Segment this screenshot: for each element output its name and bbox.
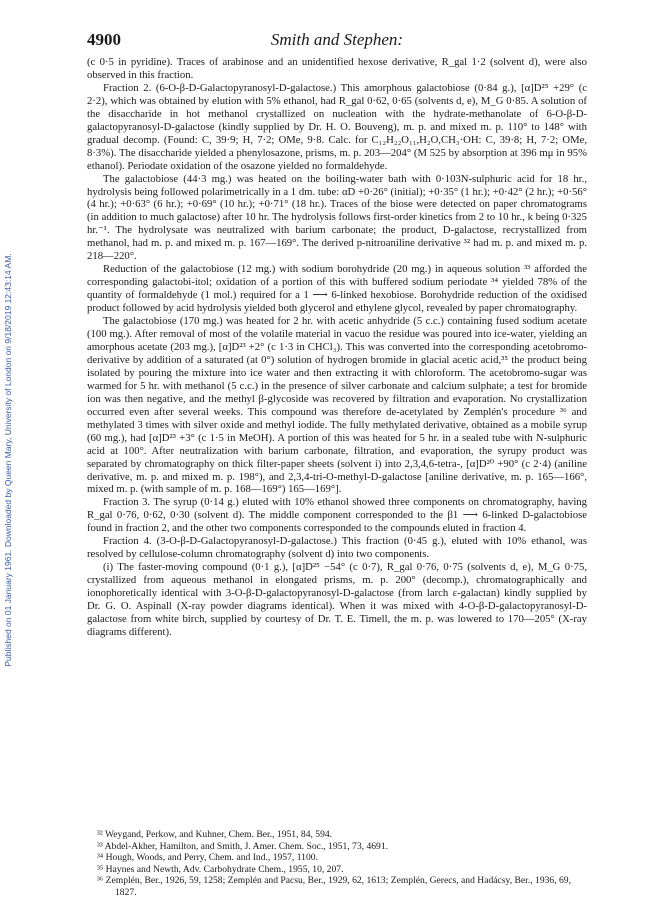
paragraph: The galactobiose (170 mg.) was heated for 2 hr. with acetic anhydride (5 c.c.) containing fused sodium acetate (100 mg.). After removal of most of the volatile material in vacuo the residue was poured into ice-water, yielding an amorphous acetate (203 mg.), [α]D²³ +2° (c 1·3 in CHCl₃). This was converted into the corresponding acetobromo-derivative by addition of a saturated (at 0°) solution of hydrogen bromide in glacial acetic acid,³⁵ the product being isolated by pouring the mixture into ice water and then extracting it with chloroform. The acetobromo-sugar was warmed for 5 hr. with methanol (5 c.c.) in the presence of silver carbonate and calcium sulphate; a test for bromide ion was then negative, and the methyl β-glycoside was recovered by filtration and evaporation. No crystallization occurred even after several weeks. This compound was therefore de-acetylated by Zemplén's procedure ³⁶ and methylated 3 times with silver oxide and methyl iodide. The fully methylated derivative, obtained as a mobile syrup (60 mg.), had [α]D²³ +3° (c 1·5 in MeOH). A portion of this was heated for 5 hr. in a sealed tube with N-sulphuric acid at 100°. After neutralization with barium carbonate, filtration, and evaporation, the syrupy product was separated by chromatography on thick filter-paper sheets (solvent i) into 2,3,4,6-tetra-, [α]D²⁰ +90° (c 2·4) (aniline derivative, m. p. and mixed m. p. 198°), and 2,3,4-tri-O-methyl-D-galactose [aniline derivative, m. p. 165—166°, mixed m. p. (with sample of m. p. 168—169°) 165—169°]. <box>87 315 587 496</box>
download-watermark-text: Published on 01 January 1961. Downloaded by Queen Mary, University of London on 9/18/2019 12:43:14 AM. <box>3 253 13 667</box>
footnote: ³⁴ Hough, Woods, and Perry, Chem. and Ind., 1957, 1100. <box>97 852 318 863</box>
running-title: Smith and Stephen: <box>270 30 404 49</box>
footnote: ³⁵ Haynes and Newth, Adv. Carbohydrate Chem., 1955, 10, 207. <box>97 863 344 875</box>
paragraph: Fraction 2. (6-O-β-D-Galactopyranosyl-D-galactose.) This amorphous galactobiose (0·84 g.), [α]D²⁵ +29° (c 2·2), which was obtained by elution with 5% ethanol, had R_gal 0·62, 0·65 (solvents d, e), M_G 0·85. A solution of the disaccharide in hot methanol crystallized on nucleation with the hydrate-methanolate of 6-O-β-D-galactopyranosyl-D-galactose (kindly supplied by Dr. H. O. Bouveng), m. p. and mixed m. p. 110° to 148° with gradual decomp. (Found: C, 39·9; H, 7·2; OMe, 9·8. Calc. for C₁₂H₂₂O₁₁,H₂O,CH₃·OH: C, 39·8; H, 7·2; OMe, 8·3%). The disaccharide yielded a phenylosazone, prisms, m. p. 203—204° (M 525 by absorption at 396 mμ in 95% ethanol). Periodate oxidation of the osazone yielded no formaldehyde. <box>87 81 587 172</box>
footnote: ³⁶ Zemplén, Ber., 1926, 59, 1258; Zemplén and Pacsu, Ber., 1929, 62, 1613; Zemplén, Gerecs, and Hadácsy, Ber., 1936, 69, 1827. <box>97 875 571 898</box>
paragraph: The galactobiose (44·3 mg.) was heated on the boiling-water bath with 0·103N-sulphuric acid for 18 hr., hydrolysis being followed polarimetrically in a 1 dm. tube: αD +0·26° (initial); +0·35° (1 hr.); +0·42° (2 hr.); +0·56° (4 hr.); +0·63° (6 hr.); +0·69° (10 hr.); +0·71° (18 hr.). Traces of the biose were detected on paper chromatograms (in addition to much galactose) after 10 hr. The hydrolysis follows first-order kinetics from 2 to 10 hr., k being 0·325 hr.⁻¹. The hydrolysate was neutralized with barium carbonate; the product, D-galactose, recrystallized from methanol, had m. p. and mixed m. p. 167—169°. The derived p-nitroaniline derivative ³² had m. p. and mixed m. p. 218—220°. <box>87 172 587 263</box>
page-header <box>87 30 587 54</box>
article-body <box>87 56 587 639</box>
paragraph: (i) The faster-moving compound (0·1 g.), [α]D²⁵ −54° (c 0·7), R_gal 0·76, 0·75 (solvents d, e), M_G 0·75, crystallized from aqueous methanol in elongated prisms, m. p. 200° (decomp.), chromatographically and ionophoretically identical with 3-O-β-D-galactopyranosyl-D-galactose (from larch ε-galactan) kindly supplied by Dr. G. O. Aspinall (X-ray powder diagrams identical). When it was mixed with 4-O-β-D-galactopyranosyl-D-galactose from white birch, supplied by courtesy of Dr. T. E. Timell, the m. p. was lowered to 170—205° (X-ray diagrams different). <box>87 561 587 638</box>
paragraph: Fraction 3. The syrup (0·14 g.) eluted with 10% ethanol showed three components on chromatography, having R_gal 0·76, 0·62, 0·30 (solvent d). The middle component corresponded to the β1 ⟶ 6-linked D-galactobiose found in fraction 2, and the other two components corresponded to the compounds eluted in fraction 4. <box>87 496 587 535</box>
page-number: 4900 <box>87 30 121 49</box>
footnote: ³² Weygand, Perkow, and Kuhner, Chem. Ber., 1951, 84, 594. <box>97 829 333 840</box>
footnotes <box>87 829 587 898</box>
footnote: ³³ Abdel-Akher, Hamilton, and Smith, J. Amer. Chem. Soc., 1951, 73, 4691. <box>97 840 389 852</box>
paragraph: (c 0·5 in pyridine). Traces of arabinose and an unidentified hexose derivative, R_gal 1·2 (solvent d), were also observed in this fraction. <box>87 56 587 81</box>
paragraph: Fraction 4. (3-O-β-D-Galactopyranosyl-D-galactose.) This fraction (0·45 g.), eluted with 10% ethanol, was resolved by cellulose-column chromatography (solvent d) into two components. <box>87 535 587 561</box>
paragraph: Reduction of the galactobiose (12 mg.) with sodium borohydride (20 mg.) in aqueous solution ³³ afforded the corresponding galactobi-itol; oxidation of a portion of this with buffered sodium periodate ³⁴ yielded 78% of the quantity of formaldehyde (1 mol.) required for a 1 ⟶ 6-linked hexobiose. Borohydride reduction of the oxidised product followed by acid hydrolysis yielded both glycerol and ethylene glycol, revealed by paper chromatography. <box>87 263 587 315</box>
download-watermark <box>2 60 14 860</box>
